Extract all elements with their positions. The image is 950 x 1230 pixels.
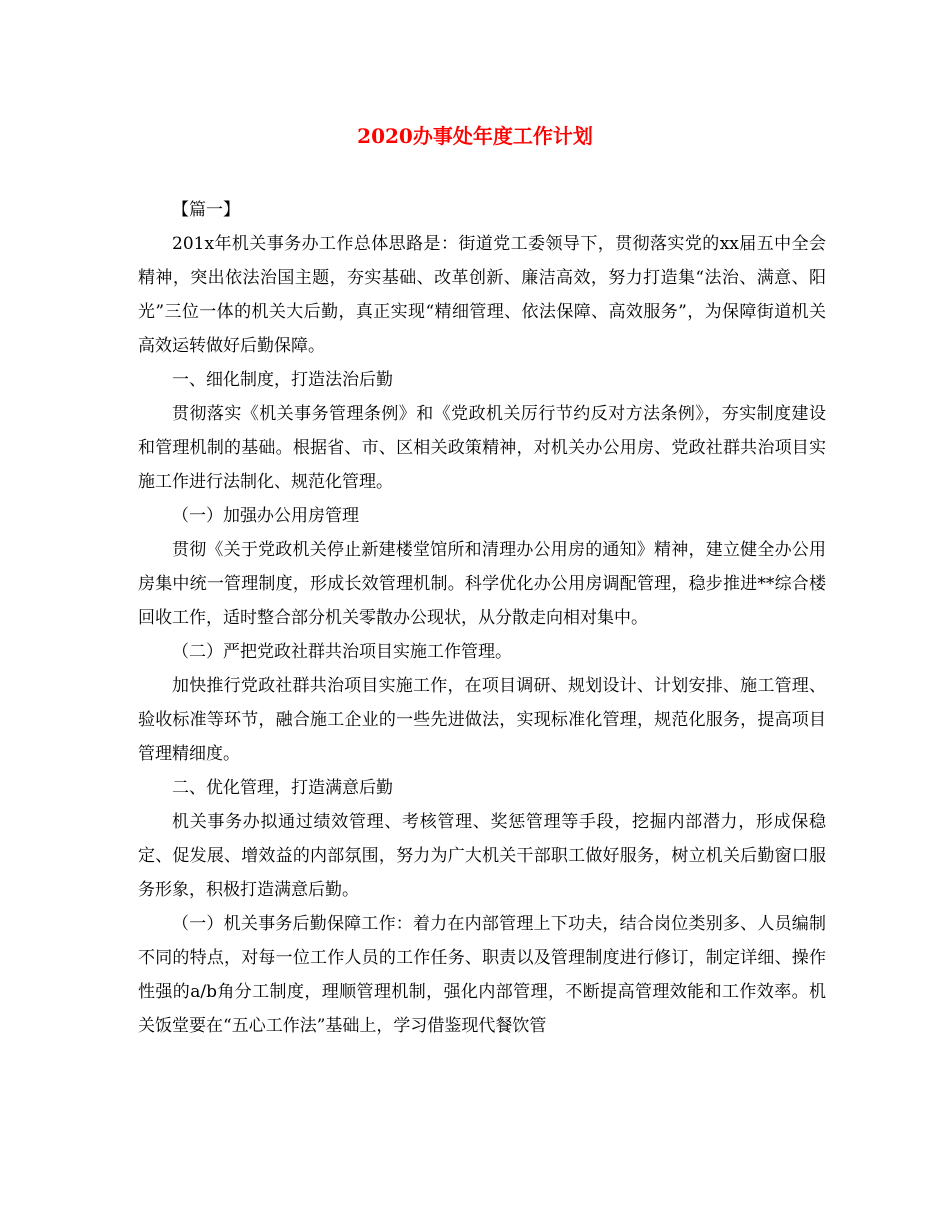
body-paragraph: 加快推行党政社群共治项目实施工作，在项目调研、规划设计、计划安排、施工管理、验收标准等环节，融合施工企业的一些先进做法，实现标准化管理，规范化服务，提高项目管理精细度。	[138, 676, 826, 764]
section-label: 【篇一】	[172, 200, 240, 220]
body-paragraph: （一）机关事务后勤保障工作：着力在内部管理上下功夫，结合岗位类别多、人员编制不同的特点，对每一位工作人员的工作任务、职责以及管理制度进行修订，制定详细、操作性强的a/b角分工制度，理顺管理机制，强化内部管理，不断提高管理效能和工作效率。机关饭堂要在“五心工作法”基础上，学习借鉴现代餐饮管	[138, 914, 826, 1036]
section-heading: 二、优化管理，打造满意后勤	[172, 778, 393, 798]
body-paragraph: 机关事务办拟通过绩效管理、考核管理、奖惩管理等手段，挖掘内部潜力，形成保稳定、促发展、增效益的内部氛围，努力为广大机关干部职工做好服务，树立机关后勤窗口服务形象，积极打造满意后勤。	[138, 812, 826, 900]
document-title: 2020办事处年度工作计划	[357, 124, 593, 148]
section-heading: 一、细化制度，打造法治后勤	[172, 370, 393, 390]
body-paragraph: 贯彻《关于党政机关停止新建楼堂馆所和清理办公用房的通知》精神，建立健全办公用房集中统一管理制度，形成长效管理机制。科学优化办公用房调配管理，稳步推进**综合楼回收工作，适时整合部分机关零散办公现状，从分散走向相对集中。	[138, 540, 826, 628]
document-body	[138, 193, 826, 1043]
body-paragraph: 201x年机关事务办工作总体思路是：街道党工委领导下，贯彻落实党的xx届五中全会精神，突出依法治国主题，夯实基础、改革创新、廉洁高效，努力打造集“法治、满意、阳光”三位一体的机关大后勤，真正实现“精细管理、依法保障、高效服务”，为保障街道机关高效运转做好后勤保障。	[138, 234, 826, 356]
body-paragraph: 贯彻落实《机关事务管理条例》和《党政机关厉行节约反对方法条例》，夯实制度建设和管理机制的基础。根据省、市、区相关政策精神，对机关办公用房、党政社群共治项目实施工作进行法制化、规范化管理。	[138, 404, 826, 492]
subsection-heading: （一）加强办公用房管理	[172, 506, 359, 526]
subsection-heading: （二）严把党政社群共治项目实施工作管理。	[172, 642, 512, 662]
